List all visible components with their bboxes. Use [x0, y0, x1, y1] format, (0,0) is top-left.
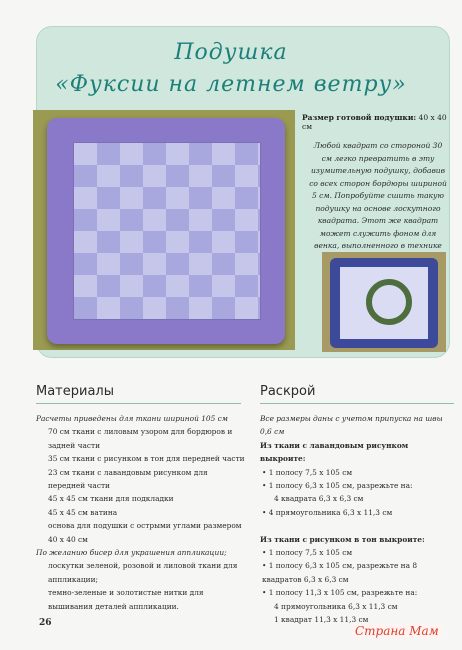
title-line-2: «Фуксии на летнем ветру»	[55, 72, 407, 97]
cutting-line: Из ткани с лавандовым рисунком выкроите:	[260, 440, 409, 464]
cutting-line: • 1 полосу 7,5 х 105 см	[262, 467, 353, 477]
finished-size	[302, 113, 452, 131]
cutting-list	[260, 412, 456, 627]
page-number: 26	[39, 618, 52, 628]
patchwork-square	[73, 142, 261, 320]
cutting-rule	[260, 403, 454, 404]
materials-line: 70 см ткани с лиловым узором для бордюров и задней части	[48, 427, 233, 450]
title-line-1: Подушка	[174, 40, 288, 65]
materials-line: лоскутки зеленой, розовой и лиловой ткани для аппликации;	[48, 561, 238, 584]
materials-heading: Материалы	[36, 384, 114, 399]
applique-square	[340, 267, 428, 339]
pillow-photo	[33, 110, 295, 350]
pillow-image	[47, 118, 285, 344]
cutting-line: Все размеры даны с учетом припуска на швы 0,6 см	[260, 414, 443, 437]
materials-line: темно-зеленые и золотистые нитки для вышивания деталей аппликации.	[48, 588, 204, 611]
size-label: Размер готовой подушки:	[302, 113, 417, 122]
intro-text: Любой квадрат со стороной 30 см легко превратить в эту изумительную подушку, добавив со всех сторон бордюры шириной 5 см. Попробуйте сшить такую подушку на основе лоскутного квадрата. Этот же квадрат может служить фоном для венка, выполненного в технике	[309, 141, 447, 250]
materials-list	[36, 412, 246, 613]
materials-line: основа для подушки с острыми углами размером 40 х 40 см	[48, 521, 242, 544]
cutting-line: • 1 полосу 6,3 х 105 см, разрежьте на:	[262, 481, 413, 491]
applique-pillow-image	[330, 258, 438, 348]
cutting-line: • 1 полосу 11,3 х 105 см, разрежьте на:	[262, 588, 418, 598]
cutting-line: • 1 полосу 7,5 х 105 см	[262, 548, 353, 558]
cutting-line: • 4 прямоугольника 6,3 х 11,3 см	[262, 507, 393, 517]
materials-line: 23 см ткани с лавандовым рисунком для передней части	[48, 467, 208, 491]
cutting-line	[260, 519, 456, 532]
cutting-line: Из ткани с рисунком в тон выкроите:	[260, 534, 425, 544]
wreath-shape	[366, 279, 412, 325]
materials-line: 35 см ткани с рисунком в тон для передней части	[48, 454, 245, 464]
cutting-line: 4 квадрата 6,3 х 6,3 см	[274, 494, 364, 504]
materials-line: Расчеты приведены для ткани шириной 105 см	[36, 414, 228, 423]
materials-line: 45 х 45 см ватина	[48, 507, 118, 517]
watermark-logo: Страна Мам	[352, 624, 442, 638]
cutting-line: 4 прямоугольника 6,3 х 11,3 см	[274, 601, 398, 611]
materials-line: 45 х 45 см ткани для подкладки	[48, 494, 174, 504]
materials-rule	[36, 403, 241, 404]
materials-line: По желанию бисер для украшения аппликации;	[36, 548, 227, 558]
cutting-line: 1 квадрат 11,3 х 11,3 см	[274, 615, 369, 625]
size-value: 40 х 40 см	[302, 113, 447, 131]
cutting-heading: Раскрой	[260, 384, 316, 399]
cutting-line: • 1 полосу 6,3 х 105 см, разрежьте на 8 квадратов 6,3 х 6,3 см	[262, 561, 418, 584]
applique-pillow-photo	[322, 252, 446, 352]
